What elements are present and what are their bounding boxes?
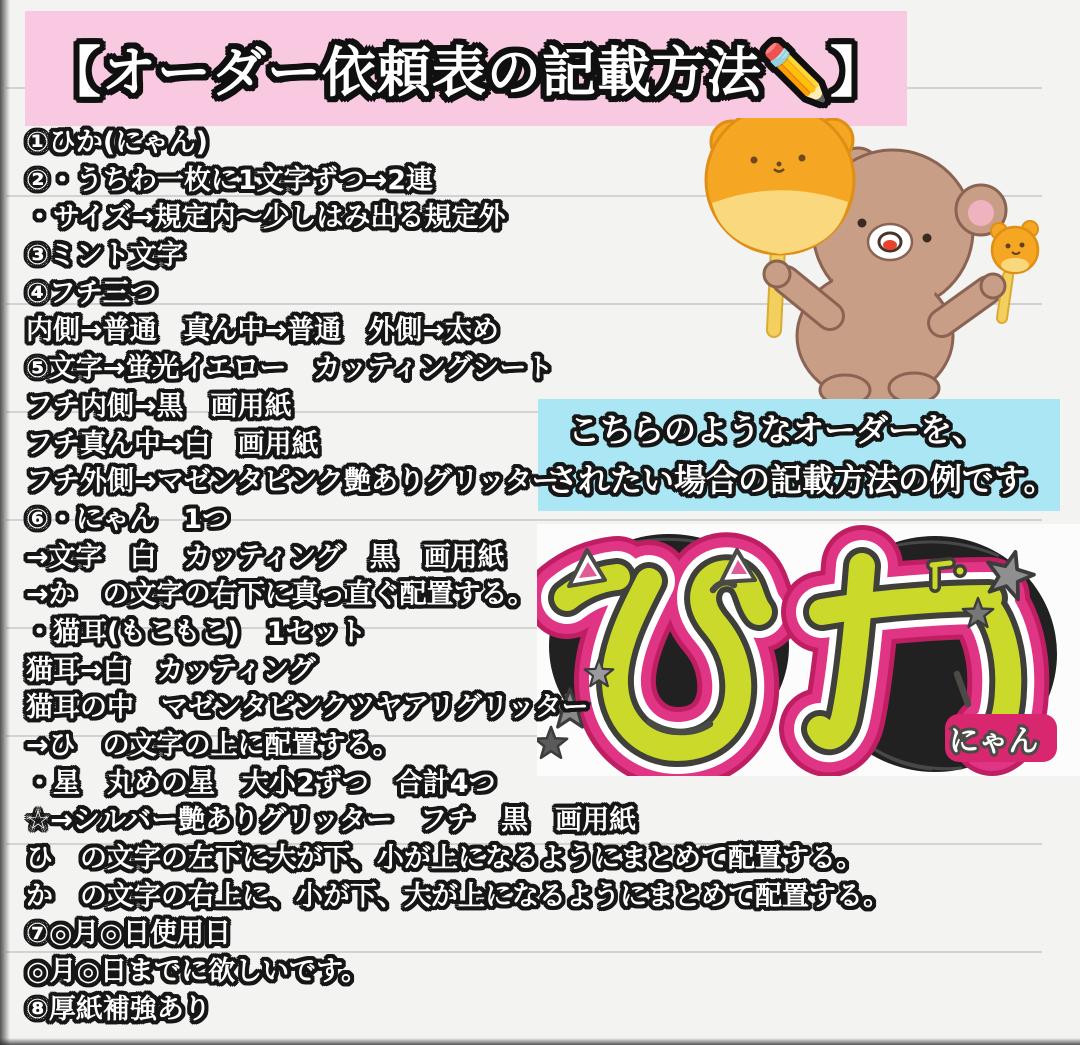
order-line-24: ⑧厚紙補強あり: [26, 993, 211, 1025]
note-line-1: こちらのようなオーダーを、: [568, 411, 985, 449]
note-line-2: されたい場合の記載方法の例です。: [546, 461, 1056, 499]
order-line-12: →文字 白 カッティング 黒 画用紙: [26, 541, 505, 573]
order-line-22: ⑦◎月◎日使用日: [26, 918, 231, 950]
order-line-05: ④フチ三つ: [26, 277, 157, 309]
page-title: 【オーダー依頼表の記載方法✏️】: [46, 41, 886, 104]
order-line-15: 猫耳→白 カッティング: [26, 654, 316, 686]
order-line-19: ☆→シルバー艶ありグリッター フチ 黒 画用紙: [26, 805, 637, 837]
caption-nyan: にゃん: [949, 724, 1039, 759]
order-line-02: ②・うちわ一枚に1文字ずつ→2連: [26, 164, 434, 196]
order-line-20: ひ の文字の左下に大が下、小が上になるようにまとめて配置する。: [26, 843, 863, 875]
order-list: [26, 124, 890, 1029]
order-line-06: 内側→普通 真ん中→普通 外側→太め: [26, 315, 499, 347]
order-line-09: フチ真ん中→白 画用紙: [26, 428, 319, 460]
order-line-16: 猫耳の中 マゼンタピンクツヤアリグリッター: [26, 692, 589, 724]
order-line-11: ⑥・にゃん 1つ: [26, 503, 230, 535]
order-line-07: ⑤文字→蛍光イエロー カッティングシート: [26, 353, 554, 385]
order-line-03: ・サイズ→規定内～少しはみ出る規定外: [26, 202, 506, 234]
order-line-10: フチ外側→マゼンタピンク艶ありグリッター: [26, 466, 559, 498]
order-line-18: ・星 丸めの星 大小2ずつ 合計4つ: [26, 767, 496, 799]
order-line-13: →か の文字の右下に真っ直ぐ配置する。: [26, 579, 535, 611]
order-line-04: ③ミント文字: [26, 240, 184, 272]
order-line-08: フチ内側→黒 画用紙: [26, 390, 292, 422]
title-banner: [25, 11, 907, 126]
order-line-17: →ひ の文字の上に配置する。: [26, 730, 400, 761]
order-line-14: ・猫耳(もこもこ) 1セット: [26, 616, 367, 648]
caption-nyan-group: [945, 714, 1057, 762]
bottom-edge-shadow: [0, 1038, 1080, 1045]
order-line-01: ①ひか(にゃん): [26, 127, 208, 158]
order-line-23: ◎月◎日までに欲しいです。: [26, 956, 368, 988]
left-edge-shadow: [0, 0, 10, 1045]
order-line-21: か の文字の右上に、小が下、大が上になるようにまとめて配置する。: [26, 880, 890, 912]
